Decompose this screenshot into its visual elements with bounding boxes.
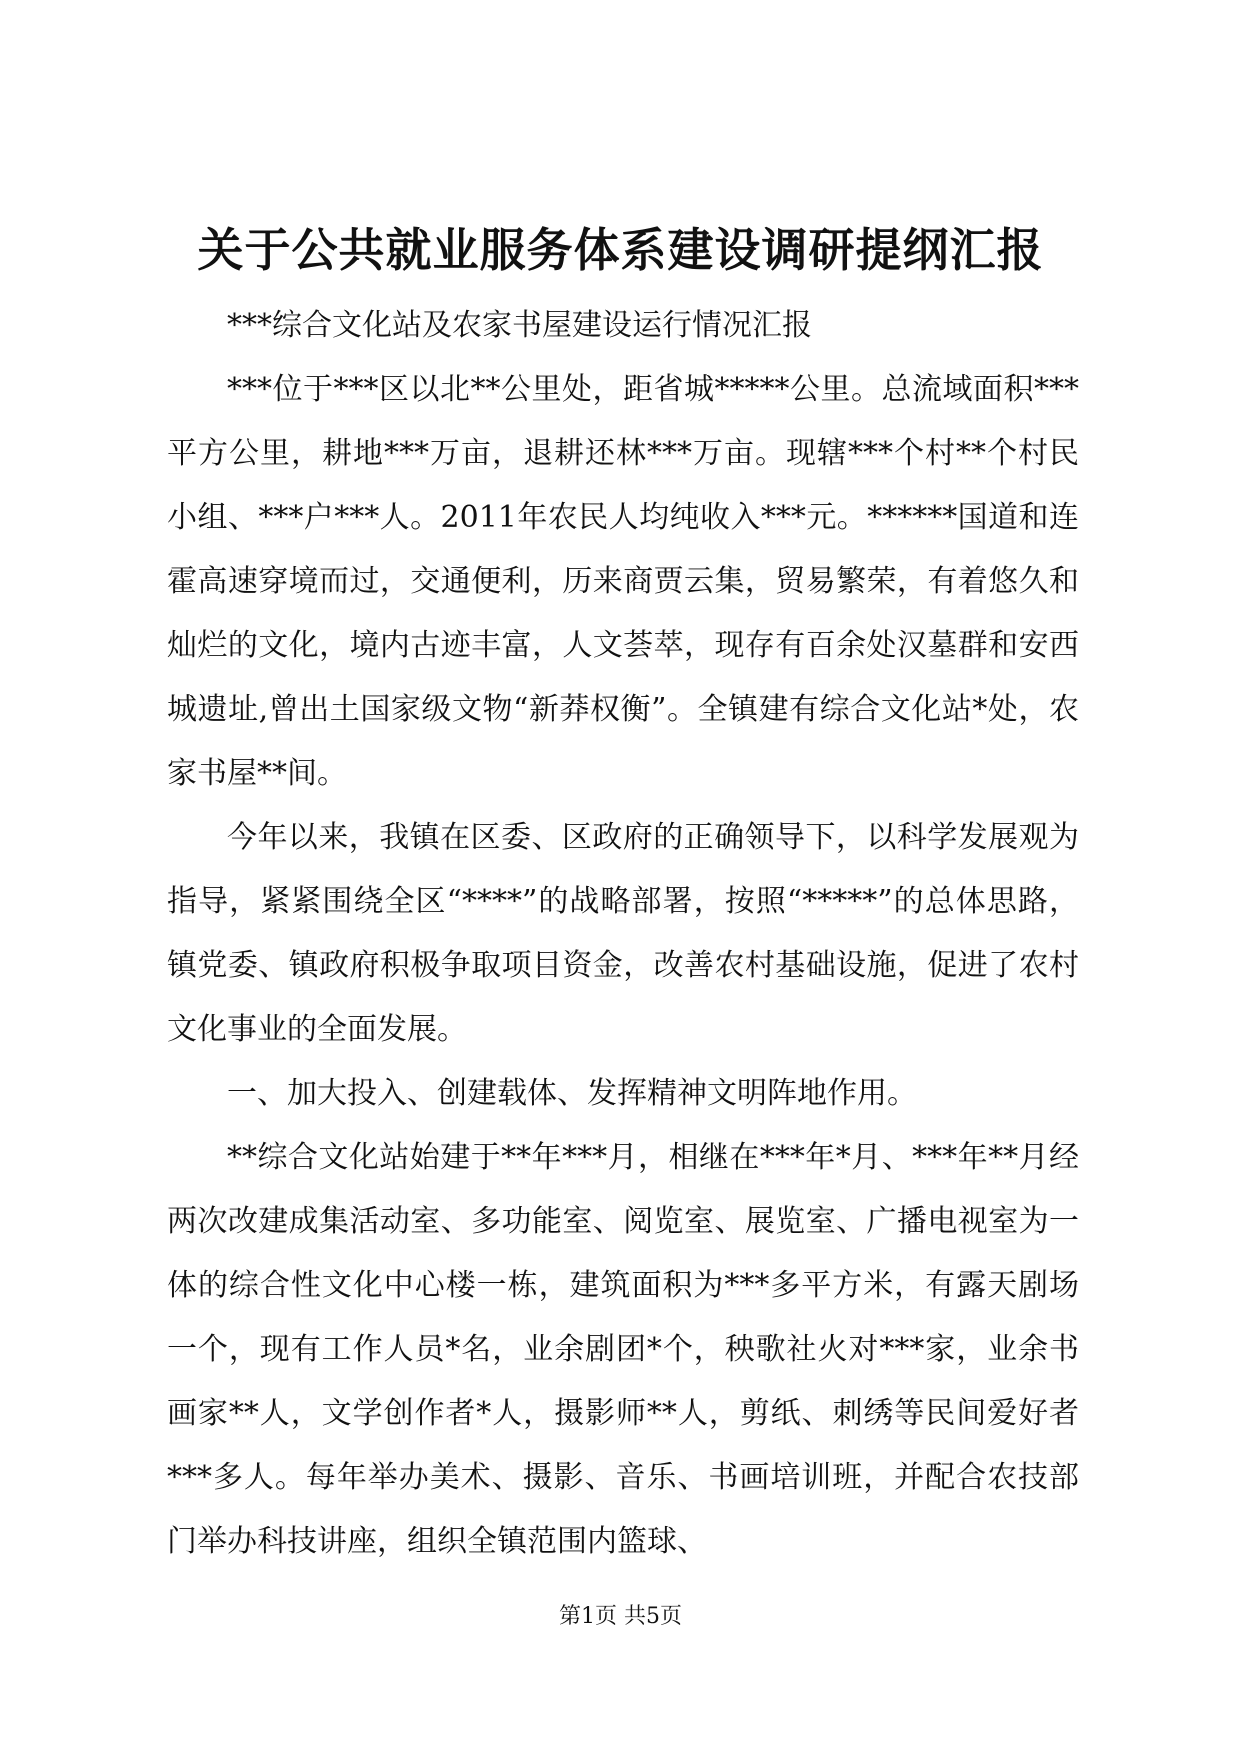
- paragraph-subtitle: ***综合文化站及农家书屋建设运行情况汇报: [227, 308, 812, 343]
- document-body: [167, 294, 1079, 1574]
- paragraph-progress: 今年以来，我镇在区委、区政府的正确领导下，以科学发展观为指导，紧紧围绕全区“****”的战略部署，按照“*****”的总体思路，镇党委、镇政府积极争取项目资金，改善农村基础设施，促进了农村文化事业的全面发展。: [167, 820, 1079, 1047]
- document-title: 关于公共就业服务体系建设调研提纲汇报: [197, 223, 1044, 277]
- paragraph-section-heading: 一、加大投入、创建载体、发挥精神文明阵地作用。: [227, 1076, 917, 1111]
- page-footer: 第1页 共5页: [559, 1604, 682, 1629]
- paragraph-overview: ***位于***区以北**公里处，距省城*****公里。总流域面积***平方公里，耕地***万亩，退耕还林***万亩。现辖***个村**个村民小组、***户***人。2011年农民人均纯收入***元。******国道和连霍高速穿境而过，交通便利，历来商贾云集，贸易繁荣，有着悠久和灿烂的文化，境内古迹丰富，人文荟萃，现存有百余处汉墓群和安西城遗址,曾出土国家级文物“新莽权衡”。全镇建有综合文化站*处，农家书屋**间。: [167, 372, 1079, 791]
- paragraph-culture-station: **综合文化站始建于**年***月，相继在***年*月、***年**月经两次改建成集活动室、多功能室、阅览室、展览室、广播电视室为一体的综合性文化中心楼一栋，建筑面积为***多平方米，有露天剧场一个，现有工作人员*名，业余剧团*个，秧歌社火对***家，业余书画家**人，文学创作者*人，摄影师**人，剪纸、刺绣等民间爱好者***多人。每年举办美术、摄影、音乐、书画培训班，并配合农技部门举办科技讲座，组织全镇范围内篮球、: [167, 1140, 1079, 1559]
